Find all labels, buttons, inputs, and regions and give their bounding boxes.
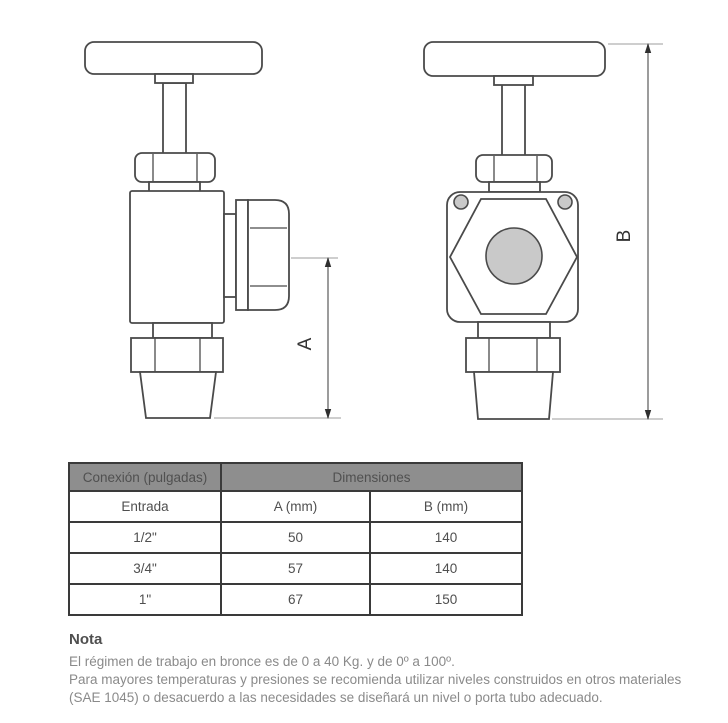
- valve-stem: [163, 83, 186, 155]
- inlet-neck: [478, 322, 550, 338]
- table-header-row: [69, 463, 522, 491]
- inlet-neck: [153, 323, 212, 338]
- cell-b: 140: [370, 522, 522, 553]
- cell-entrada: 1/2": [69, 522, 221, 553]
- cell-a: 57: [221, 553, 370, 584]
- outlet-hex-cap: [248, 200, 289, 310]
- cell-b: 150: [370, 584, 522, 615]
- handle-collar: [155, 74, 193, 83]
- bonnet-hex-nut: [135, 153, 215, 182]
- note-line: (SAE 1045) o desacuerdo a las necesidades se diseñará un nivel o porta tubo adecuado.: [69, 690, 603, 705]
- inlet-taper: [474, 372, 553, 419]
- cell-b: 140: [370, 553, 522, 584]
- subheader-a-mm: A (mm): [221, 491, 370, 522]
- bolt-hole-right: [558, 195, 572, 209]
- note-title: Nota: [69, 631, 103, 648]
- table-subheader-row: [69, 491, 522, 522]
- outlet-flange: [236, 200, 248, 310]
- cell-a: 67: [221, 584, 370, 615]
- handle-collar: [494, 76, 533, 85]
- note-section: [69, 631, 699, 707]
- valve-handle: [424, 42, 605, 76]
- bonnet-hex-nut: [476, 155, 552, 182]
- table-row: [69, 553, 522, 584]
- note-line: Para mayores temperaturas y presiones se recomienda utilizar niveles construidos en otros materiales: [69, 672, 682, 687]
- valve-stem: [502, 84, 525, 157]
- valve-body: [130, 191, 224, 323]
- inlet-taper: [140, 372, 216, 418]
- dimension-b-label: B: [614, 229, 635, 243]
- table-row: [69, 522, 522, 553]
- cell-a: 50: [221, 522, 370, 553]
- valve-handle: [85, 42, 262, 74]
- cell-entrada: 1": [69, 584, 221, 615]
- bonnet-neck: [489, 182, 540, 192]
- header-conexion: Conexión (pulgadas): [69, 463, 221, 491]
- subheader-b-mm: B (mm): [370, 491, 522, 522]
- dimensions-table: [68, 462, 523, 616]
- inlet-hex-nut: [131, 338, 223, 372]
- note-line: El régimen de trabajo en bronce es de 0 a 40 Kg. y de 0º a 100º.: [69, 654, 455, 669]
- dimension-a-label: A: [295, 337, 316, 351]
- table-row: [69, 584, 522, 615]
- bolt-hole-left: [454, 195, 468, 209]
- cell-entrada: 3/4": [69, 553, 221, 584]
- inlet-hex-nut: [466, 338, 560, 372]
- valve-side-view: [85, 42, 289, 418]
- subheader-entrada: Entrada: [69, 491, 221, 522]
- valve-front-view: [424, 42, 605, 419]
- header-dimensiones: Dimensiones: [221, 463, 522, 491]
- outlet-port-circle: [486, 228, 542, 284]
- outlet-stub: [224, 214, 236, 297]
